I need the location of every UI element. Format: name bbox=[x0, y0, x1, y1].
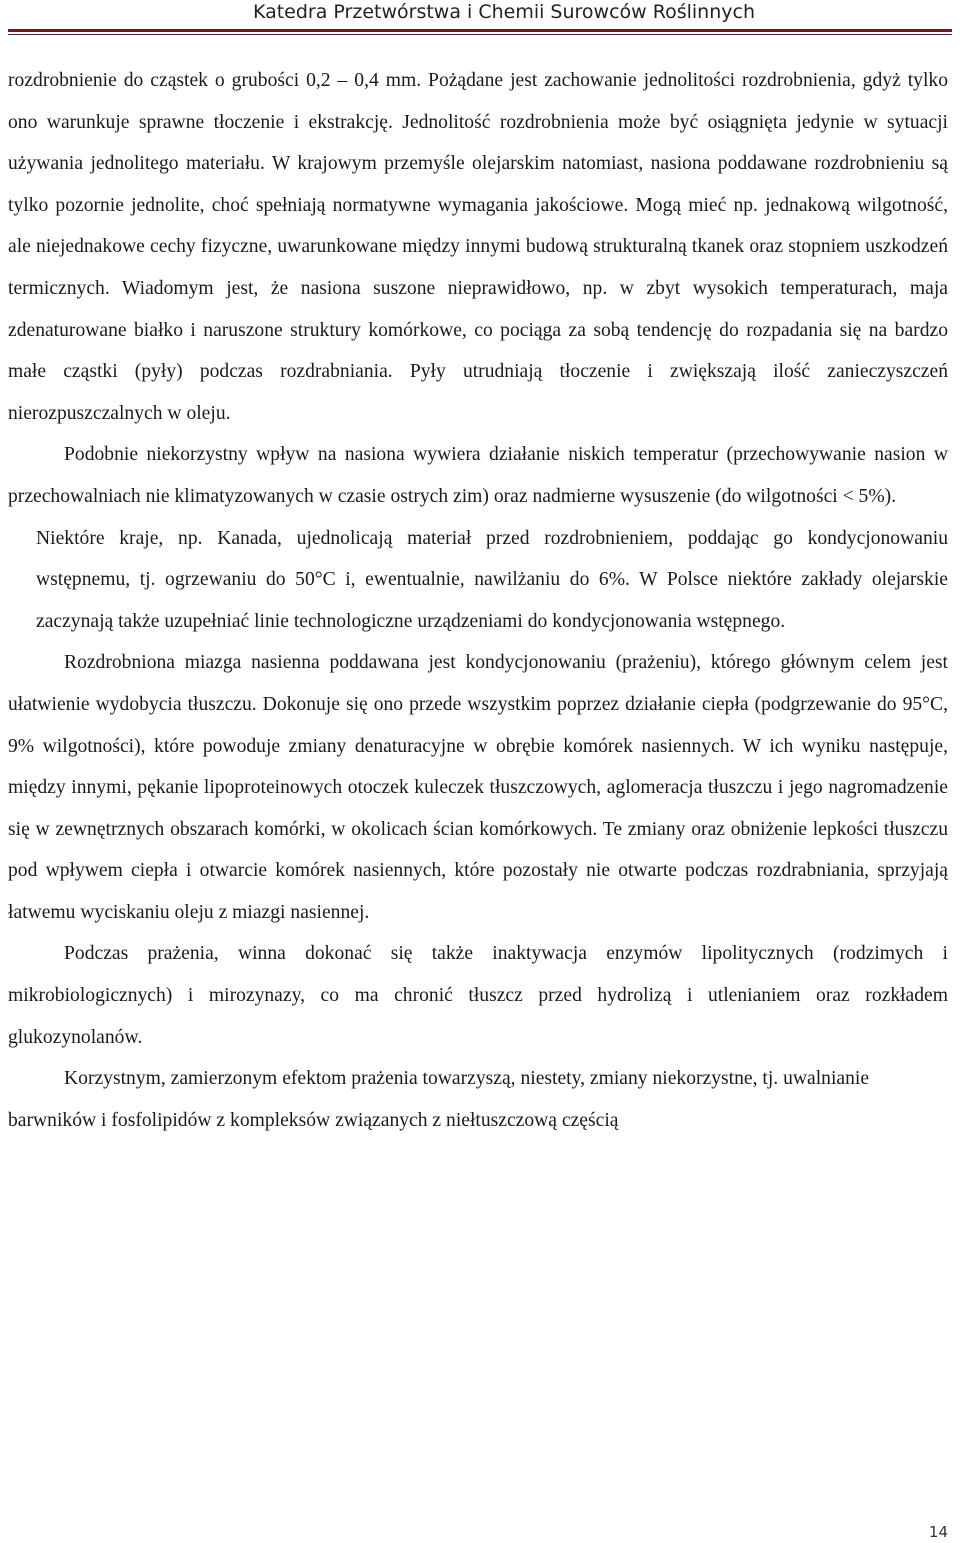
paragraph-6: Korzystnym, zamierzonym efektom prażenia towarzyszą, niestety, zmiany niekorzystne, tj. uwalnianie barwników i fosfolipidów z kompleksów związanych z niełtuszczową częścią bbox=[8, 1068, 870, 1131]
header-title: Katedra Przetwórstwa i Chemii Surowców Roślinnych bbox=[252, 1, 755, 23]
paragraph-2: Podobnie niekorzystny wpływ na nasiona wywiera działanie niskich temperatur (przechowywanie nasion w przechowalniach nie klimatyzowanych w czasie ostrych zim) oraz nadmierne wysuszenie (do wilgotności < 5%). bbox=[8, 444, 948, 507]
header-rule-thick bbox=[8, 29, 952, 32]
header-rule-thin bbox=[8, 34, 952, 35]
paragraph-1: rozdrobnienie do cząstek o grubości 0,2 – 0,4 mm. Pożądane jest zachowanie jednolitości rozdrobnienia, gdyż tylko ono warunkuje sprawne tłoczenie i ekstrakcję. Jednolitość rozdrobnienia może być osiągnięta jedynie w sytuacji używania jednolitego materiału. W krajowym przemyśle olejarskim natomiast, nasiona poddawane rozdrobnieniu są tylko pozornie jednolite, choć spełniają normatywne wymagania jakościowe. Mogą mieć np. jednakową wilgotność, ale niejednakowe cechy fizyczne, uwarunkowane między innymi budową strukturalną tkanek oraz stopniem uszkodzeń termicznych. Wiadomym jest, że nasiona suszone nieprawidłowo, np. w zbyt wysokich temperaturach, maja zdenaturowane białko i naruszone struktury komórkowe, co pociąga za sobą tendencję do rozpadania się na bardzo małe cząstki (pyły) podczas rozdrabniania. Pyły utrudniają tłoczenie i zwiększają ilość zanieczyszczeń nierozpuszczalnych w oleju. bbox=[8, 70, 948, 424]
paragraph-3: Niektóre kraje, np. Kanada, ujednolicają materiał przed rozdrobnieniem, poddając go kondycjonowaniu wstępnemu, tj. ogrzewaniu do 50°C i, ewentualnie, nawilżaniu do 6%. W Polsce niektóre zakłady olejarskie zaczynają także uzupełniać linie technologiczne urządzeniami do kondycjonowania wstępnego. bbox=[36, 527, 948, 632]
page-header bbox=[0, 0, 960, 38]
paragraph-5: Podczas prażenia, winna dokonać się także inaktywacja enzymów lipolitycznych (rodzimych i mikrobiologicznych) i mirozynazy, co ma chronić tłuszcz przed hydrolizą i utlenianiem oraz rozkładem glukozynolanów. bbox=[8, 943, 948, 1048]
paragraph-4: Rozdrobniona miazga nasienna poddawana jest kondycjonowaniu (prażeniu), którego głównym celem jest ułatwienie wydobycia tłuszczu. Dokonuje się ono przede wszystkim poprzez działanie ciepła (podgrzewanie do 95°C, 9% wilgotności), które powoduje zmiany denaturacyjne w obrębie komórek nasiennych. W ich wyniku następuje, między innymi, pękanie lipoproteinowych otoczek kuleczek tłuszczowych, aglomeracja tłuszczu i jego nagromadzenie się w zewnętrznych obszarach komórki, w okolicach ścian komórkowych. Te zmiany oraz obniżenie lepkości tłuszczu pod wpływem ciepła i otwarcie komórek nasiennych, które pozostały nie otwarte podczas rozdrabniania, sprzyjają łatwemu wyciskaniu oleju z miazgi nasiennej. bbox=[8, 652, 948, 923]
document-body bbox=[8, 60, 948, 1141]
page-number: 14 bbox=[928, 1523, 948, 1541]
